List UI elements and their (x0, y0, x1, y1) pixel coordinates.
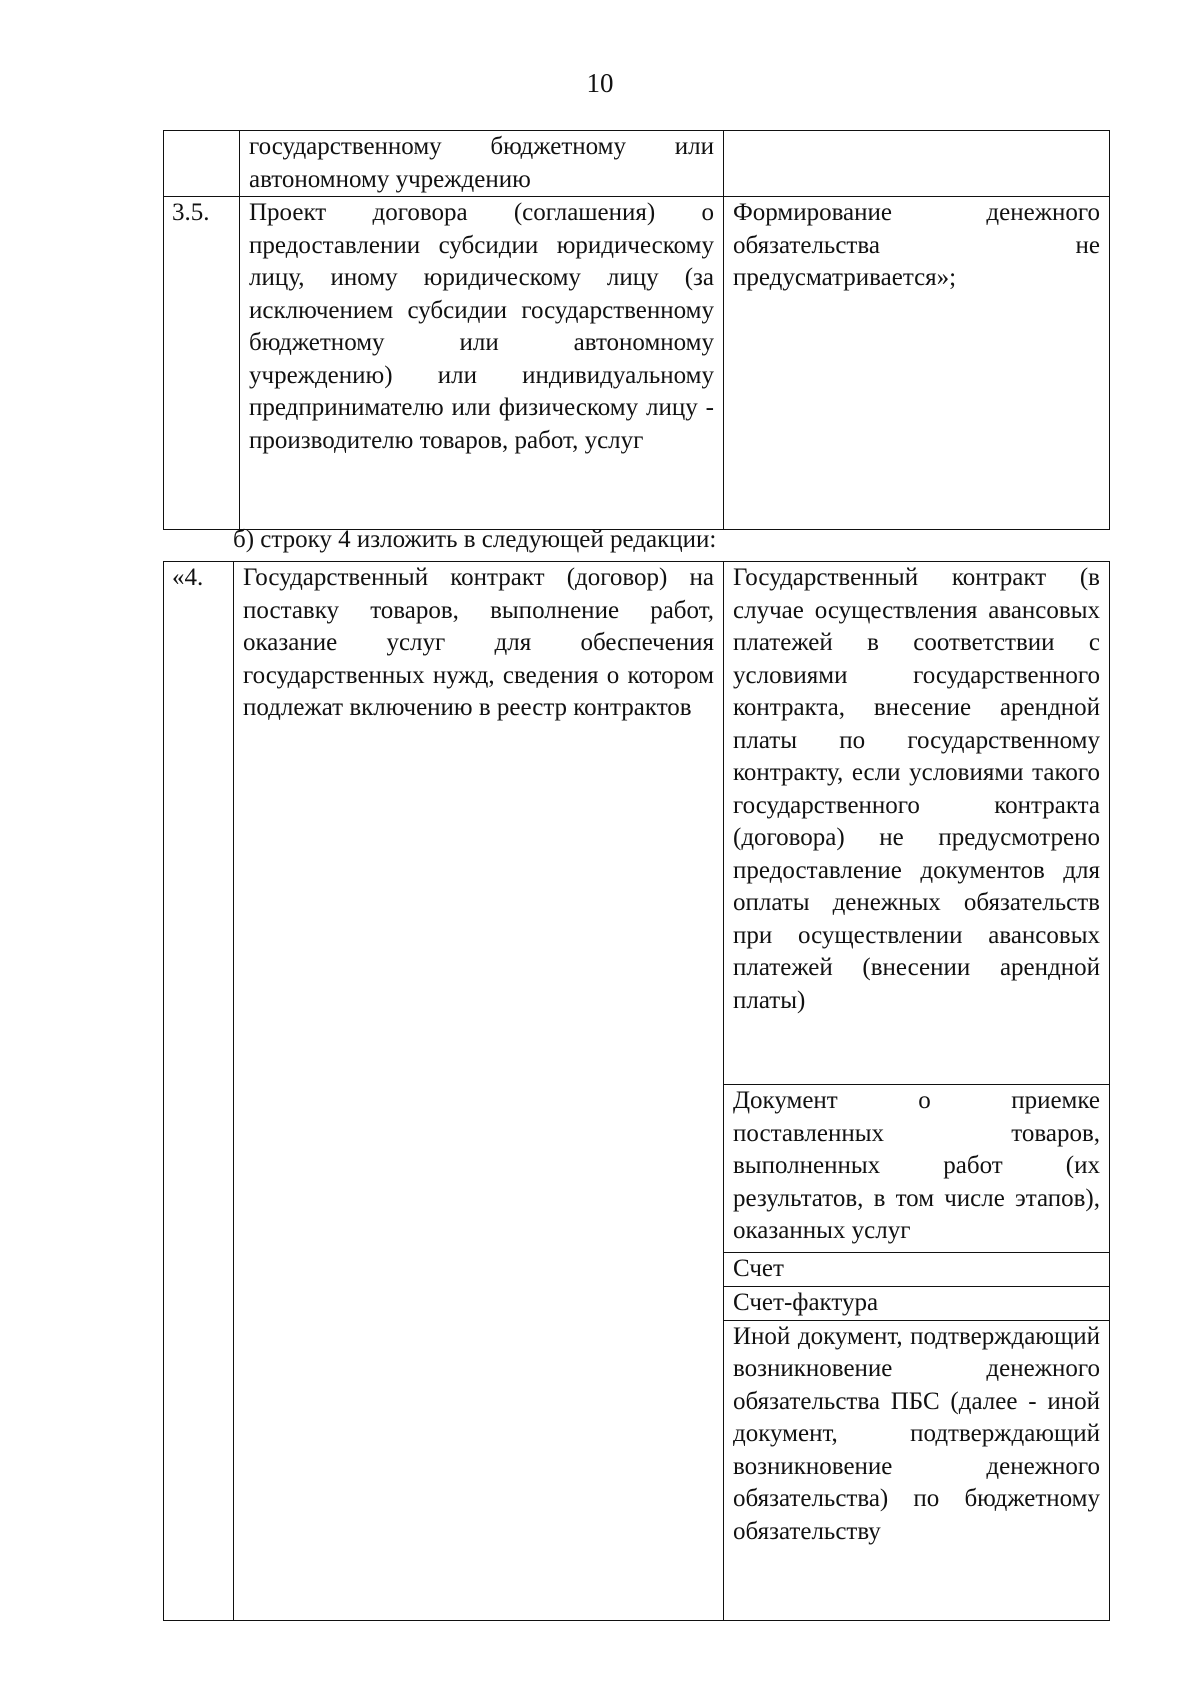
table-row-4-sub-1 (164, 562, 1110, 1085)
page-number: 10 (586, 68, 614, 98)
intro-text: б) строку 4 изложить в следующей редакции: (233, 526, 717, 553)
formation-cell: Формирование денежного обязательства не предусматривается»; (724, 197, 1110, 530)
subrow-cell-contract: Государственный контракт (в случае осуществления авансовых платежей в соответствии с условиями государственного контракта, внесение арендной платы по государственному контракту, если условиями такого государственного контракта (договора) не предусмотрено предоставление документов для оплаты денежных обязательств при осуществлении авансовых платежей (внесении арендной платы) (724, 562, 1110, 1085)
row-number: 3.5. (164, 197, 240, 530)
table-row-continuation (164, 131, 1110, 197)
subrow-cell-acceptance: Документ о приемке поставленных товаров, выполненных работ (их результатов, в том числе этапов), оказанных услуг (724, 1085, 1110, 1253)
subrow-cell-invoice: Счет (724, 1253, 1110, 1287)
table-bottom (163, 561, 1110, 1621)
document-cell: государственному бюджетному или автономному учреждению (240, 131, 724, 197)
row-number (164, 131, 240, 197)
formation-cell (724, 131, 1110, 197)
subrow-cell-vat-invoice: Счет-фактура (724, 1286, 1110, 1320)
table-top (163, 130, 1110, 530)
subrow-cell-other-document: Иной документ, подтверждающий возникновение денежного обязательства ПБС (далее - иной документ, подтверждающий возникновение денежного обязательства) по бюджетному обязательству (724, 1320, 1110, 1620)
row-number: «4. (164, 562, 234, 1621)
table-row-3-5 (164, 197, 1110, 530)
document-cell: Проект договора (соглашения) о предоставлении субсидии юридическому лицу, иному юридическому лицу (за исключением субсидии государственному бюджетному или автономному учреждению) или индивидуальному предпринимателю или физическому лицу - производителю товаров, работ, услуг (240, 197, 724, 530)
document-cell: Государственный контракт (договор) на поставку товаров, выполнение работ, оказание услуг для обеспечения государственных нужд, сведения о котором подлежат включению в реестр контрактов (234, 562, 724, 1621)
